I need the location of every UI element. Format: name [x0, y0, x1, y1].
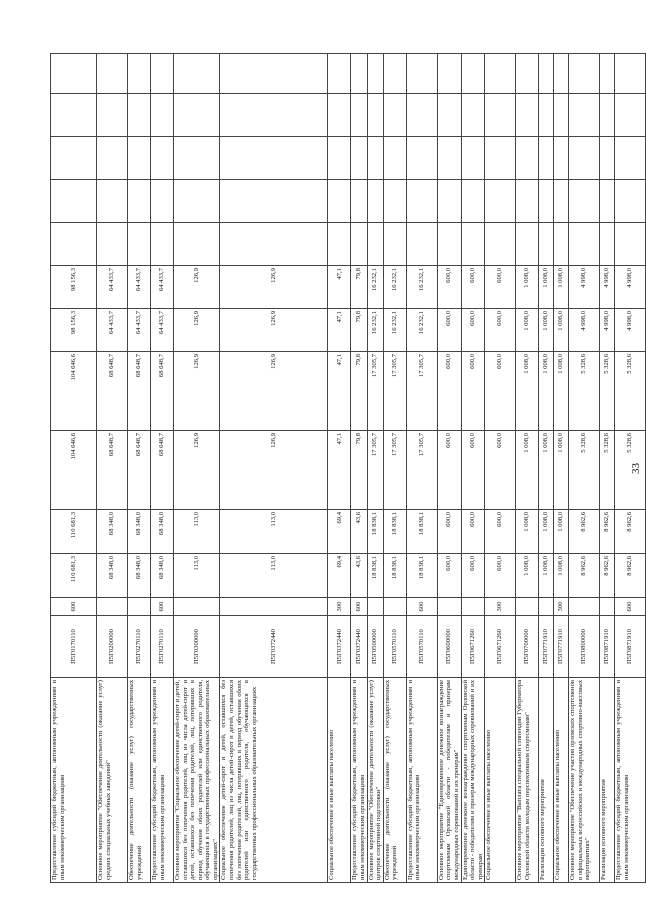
cell-empty [539, 223, 554, 266]
cell-name: Обеспечение деятельности (оказание услуг) государственных учреждений [383, 678, 406, 883]
table-row [367, 54, 383, 883]
cell-empty [516, 54, 539, 94]
cell-v1: 68 348,0 [97, 554, 128, 598]
cell-code: П5Г0600000 [437, 616, 461, 678]
cell-empty [328, 223, 351, 266]
cell-empty [128, 223, 151, 266]
cell-v3: 17 305,7 [406, 431, 437, 510]
cell-v6: 47,1 [328, 266, 351, 309]
cell-v6: 126,9 [174, 266, 220, 309]
cell-name: Реализация основного мероприятия [600, 678, 615, 883]
cell-empty [569, 94, 600, 137]
rotated-page-content [50, 54, 642, 883]
cell-empty [569, 54, 600, 94]
cell-v6: 64 433,7 [151, 266, 174, 309]
cell-v2: 1 008,0 [539, 510, 554, 554]
cell-name: Социальное обеспечение и иные выплаты населению [328, 678, 351, 883]
cell-v6: 1 008,0 [516, 266, 539, 309]
cell-v2: 8 962,6 [600, 510, 615, 554]
cell-v5: 4 998,0 [569, 309, 600, 352]
cell-v4: 5 328,6 [569, 352, 600, 431]
cell-vr [569, 598, 600, 616]
cell-name: Предоставление субсидий бюджетным, автономным учреждениям и иным некоммерческим организациям [151, 678, 174, 883]
cell-v1: 43,6 [351, 554, 367, 598]
cell-empty [406, 180, 437, 223]
cell-v4: 68 648,7 [97, 352, 128, 431]
cell-v5: 16 232,1 [383, 309, 406, 352]
cell-v5: 64 433,7 [128, 309, 151, 352]
cell-name: Социальное обеспечение детей-сирот и детей, оставшихся без попечения родителей, лиц из числа детей-сирот и детей, оставшихся без попечения родителей, лиц, потерявших в период обучения обоих родителей или единственного родителя, обучающихся в государственных профессиональных образовательных организациях [220, 678, 328, 883]
cell-v3: 600,0 [485, 431, 516, 510]
cell-empty [383, 180, 406, 223]
cell-v4: 1 008,0 [516, 352, 539, 431]
cell-empty [516, 223, 539, 266]
cell-v2: 18 838,1 [367, 510, 383, 554]
cell-code: П5Г0871910 [600, 616, 615, 678]
cell-v3: 5 328,6 [569, 431, 600, 510]
cell-name: Социальное обеспечение и иные выплаты населению [554, 678, 569, 883]
cell-empty [174, 180, 220, 223]
cell-v6: 126,9 [220, 266, 328, 309]
table-row [174, 54, 220, 883]
cell-empty [554, 180, 569, 223]
cell-v3: 1 008,0 [539, 431, 554, 510]
cell-code: П5Г0700000 [516, 616, 539, 678]
cell-v2: 68 348,0 [97, 510, 128, 554]
cell-code: П5Г0300000 [174, 616, 220, 678]
cell-name: Предоставление субсидий бюджетным, автономным учреждениям и иным некоммерческим организациям [351, 678, 367, 883]
cell-v3: 68 648,7 [151, 431, 174, 510]
cell-v2: 68 348,0 [128, 510, 151, 554]
table-row [51, 54, 97, 883]
cell-v5: 600,0 [437, 309, 461, 352]
cell-code: П5Г0372440 [351, 616, 367, 678]
cell-empty [569, 137, 600, 180]
cell-v5: 600,0 [485, 309, 516, 352]
cell-vr: 600 [151, 598, 174, 616]
table-row [554, 54, 569, 883]
cell-empty [367, 180, 383, 223]
cell-code: П5Г0570110 [406, 616, 437, 678]
cell-v2: 68 348,0 [151, 510, 174, 554]
cell-vr: 600 [615, 598, 646, 616]
cell-v2: 600,0 [485, 510, 516, 554]
cell-v4: 68 648,7 [151, 352, 174, 431]
cell-empty [220, 223, 328, 266]
cell-empty [220, 94, 328, 137]
cell-name: Реализация основного мероприятия [539, 678, 554, 883]
cell-code: П5Г0570110 [383, 616, 406, 678]
cell-vr [128, 598, 151, 616]
cell-v5: 1 008,0 [516, 309, 539, 352]
cell-empty [97, 180, 128, 223]
cell-v1: 1 008,0 [554, 554, 569, 598]
cell-empty [539, 94, 554, 137]
cell-v2: 43,6 [351, 510, 367, 554]
cell-empty [461, 137, 485, 180]
cell-v6: 1 008,0 [539, 266, 554, 309]
cell-v1: 113,0 [220, 554, 328, 598]
cell-vr [367, 598, 383, 616]
cell-v1: 8 962,6 [600, 554, 615, 598]
cell-empty [485, 94, 516, 137]
cell-vr [97, 598, 128, 616]
cell-v5: 98 156,3 [51, 309, 97, 352]
cell-empty [600, 223, 615, 266]
cell-empty [367, 137, 383, 180]
cell-v4: 5 328,6 [600, 352, 615, 431]
cell-empty [516, 180, 539, 223]
cell-empty [128, 94, 151, 137]
cell-v4: 600,0 [437, 352, 461, 431]
cell-v6: 4 998,0 [569, 266, 600, 309]
cell-empty [151, 223, 174, 266]
cell-empty [351, 94, 367, 137]
cell-v3: 47,1 [328, 431, 351, 510]
table-row [539, 54, 554, 883]
cell-code: П5Г0771910 [539, 616, 554, 678]
cell-name: Единовременное денежное вознаграждение спортсменам Орловской области - победителям и призерам международных соревнований и их тренерам [461, 678, 485, 883]
cell-v4: 126,9 [220, 352, 328, 431]
cell-name: Основное мероприятие "Единовременное денежное вознаграждение спортсменам Орловской области - победителям и призерам международных соревнований и их тренерам" [437, 678, 461, 883]
cell-v1: 18 838,1 [383, 554, 406, 598]
cell-v1: 8 962,6 [569, 554, 600, 598]
cell-vr [383, 598, 406, 616]
cell-name: Социальное обеспечение и иные выплаты населению [485, 678, 516, 883]
cell-empty [367, 94, 383, 137]
cell-v2: 1 008,0 [516, 510, 539, 554]
cell-empty [406, 137, 437, 180]
cell-empty [437, 137, 461, 180]
cell-empty [328, 180, 351, 223]
cell-empty [383, 223, 406, 266]
cell-empty [351, 180, 367, 223]
cell-vr: 600 [406, 598, 437, 616]
cell-v2: 69,4 [328, 510, 351, 554]
cell-v6: 16 232,1 [406, 266, 437, 309]
cell-v2: 600,0 [437, 510, 461, 554]
cell-empty [461, 54, 485, 94]
cell-name: Обеспечение деятельности (оказание услуг) государственных учреждений [128, 678, 151, 883]
cell-vr: 300 [328, 598, 351, 616]
cell-vr [600, 598, 615, 616]
cell-v3: 5 328,6 [600, 431, 615, 510]
cell-v6: 79,8 [351, 266, 367, 309]
table-row [97, 54, 128, 883]
cell-empty [437, 180, 461, 223]
cell-empty [437, 223, 461, 266]
table-row [151, 54, 174, 883]
cell-name: Предоставление субсидий бюджетным, автономным учреждениям и иным некоммерческим организациям [615, 678, 646, 883]
cell-v3: 104 646,6 [51, 431, 97, 510]
cell-v5: 4 998,0 [600, 309, 615, 352]
cell-vr [174, 598, 220, 616]
table-row [569, 54, 600, 883]
table-row [437, 54, 461, 883]
cell-v4: 5 328,6 [615, 352, 646, 431]
cell-code: П5Г0270110 [128, 616, 151, 678]
cell-code: П5Г0500000 [367, 616, 383, 678]
cell-v5: 4 998,0 [615, 309, 646, 352]
cell-empty [328, 137, 351, 180]
table-body [51, 54, 646, 883]
cell-empty [554, 94, 569, 137]
cell-empty [485, 54, 516, 94]
cell-v1: 1 008,0 [539, 554, 554, 598]
cell-v5: 1 008,0 [539, 309, 554, 352]
cell-v5: 64 433,7 [151, 309, 174, 352]
cell-empty [51, 54, 97, 94]
cell-empty [220, 54, 328, 94]
cell-empty [174, 137, 220, 180]
cell-vr [516, 598, 539, 616]
cell-v4: 600,0 [485, 352, 516, 431]
cell-v2: 600,0 [461, 510, 485, 554]
cell-v1: 600,0 [461, 554, 485, 598]
cell-empty [328, 54, 351, 94]
cell-empty [554, 223, 569, 266]
cell-empty [600, 54, 615, 94]
cell-empty [51, 180, 97, 223]
cell-v1: 113,0 [174, 554, 220, 598]
cell-v1: 110 681,3 [51, 554, 97, 598]
cell-empty [97, 223, 128, 266]
cell-empty [328, 94, 351, 137]
cell-empty [485, 137, 516, 180]
cell-v2: 110 681,3 [51, 510, 97, 554]
cell-empty [151, 137, 174, 180]
cell-v1: 8 962,6 [615, 554, 646, 598]
cell-v4: 17 305,7 [383, 352, 406, 431]
cell-name: Основное мероприятие "Обеспечение деятельности (оказание услуг) центров спортивной подготовки" [367, 678, 383, 883]
cell-v1: 18 838,1 [367, 554, 383, 598]
cell-v5: 64 433,7 [97, 309, 128, 352]
cell-v4: 79,8 [351, 352, 367, 431]
cell-v4: 1 008,0 [539, 352, 554, 431]
cell-v6: 600,0 [485, 266, 516, 309]
cell-empty [51, 94, 97, 137]
cell-v1: 18 838,1 [406, 554, 437, 598]
cell-vr [539, 598, 554, 616]
cell-empty [97, 137, 128, 180]
cell-v4: 47,1 [328, 352, 351, 431]
cell-empty [485, 223, 516, 266]
cell-empty [128, 180, 151, 223]
cell-v1: 1 008,0 [516, 554, 539, 598]
cell-v3: 5 328,6 [615, 431, 646, 510]
cell-v1: 600,0 [485, 554, 516, 598]
cell-empty [569, 180, 600, 223]
cell-empty [485, 180, 516, 223]
table-row [128, 54, 151, 883]
cell-v5: 47,1 [328, 309, 351, 352]
cell-v3: 1 008,0 [516, 431, 539, 510]
cell-code: П5Г0372440 [328, 616, 351, 678]
cell-empty [151, 180, 174, 223]
cell-v4: 1 008,0 [554, 352, 569, 431]
cell-v6: 16 232,1 [367, 266, 383, 309]
table-row [600, 54, 615, 883]
cell-empty [516, 137, 539, 180]
cell-v1: 600,0 [437, 554, 461, 598]
cell-empty [220, 180, 328, 223]
cell-v5: 126,9 [220, 309, 328, 352]
cell-v2: 113,0 [174, 510, 220, 554]
cell-vr [461, 598, 485, 616]
cell-code: П5Г0270110 [151, 616, 174, 678]
cell-v5: 1 008,0 [554, 309, 569, 352]
cell-v6: 64 433,7 [97, 266, 128, 309]
cell-v5: 600,0 [461, 309, 485, 352]
cell-empty [383, 54, 406, 94]
cell-empty [437, 94, 461, 137]
table-row [220, 54, 328, 883]
cell-empty [97, 94, 128, 137]
cell-name: Предоставление субсидий бюджетным, автономным учреждениям и иным некоммерческим организациям [51, 678, 97, 883]
cell-empty [220, 137, 328, 180]
cell-vr: 300 [485, 598, 516, 616]
cell-empty [51, 137, 97, 180]
cell-empty [174, 223, 220, 266]
cell-empty [351, 54, 367, 94]
cell-empty [406, 223, 437, 266]
table-row [406, 54, 437, 883]
cell-v1: 69,4 [328, 554, 351, 598]
cell-name: Основное мероприятие "Социальное обеспечение детей-сирот и детей, оставшихся без попечения родителей, лиц из числа детей-сирот и детей, оставшихся без попечения родителей, лиц, потерявших в период обучения обоих родителей или единственного родителя, обучающихся в государственных профессиональных образовательных организациях" [174, 678, 220, 883]
cell-empty [367, 54, 383, 94]
cell-v6: 600,0 [461, 266, 485, 309]
cell-vr [220, 598, 328, 616]
cell-empty [383, 137, 406, 180]
cell-v3: 1 008,0 [554, 431, 569, 510]
cell-v3: 17 305,7 [383, 431, 406, 510]
cell-vr: 600 [351, 598, 367, 616]
table-row [383, 54, 406, 883]
cell-vr: 600 [51, 598, 97, 616]
cell-empty [383, 94, 406, 137]
cell-empty [461, 223, 485, 266]
cell-name: Основное мероприятие "Обеспечение деятельности (оказание услуг) средних специальных учебных заведений" [97, 678, 128, 883]
cell-empty [539, 54, 554, 94]
cell-code: П5Г0200000 [97, 616, 128, 678]
cell-v3: 17 305,7 [367, 431, 383, 510]
cell-code: П5Г0800000 [569, 616, 600, 678]
cell-v4: 104 646,6 [51, 352, 97, 431]
cell-empty [128, 137, 151, 180]
cell-v6: 16 232,1 [383, 266, 406, 309]
cell-empty [516, 94, 539, 137]
cell-v3: 68 648,7 [128, 431, 151, 510]
cell-empty [406, 54, 437, 94]
cell-empty [151, 94, 174, 137]
cell-vr [437, 598, 461, 616]
cell-v2: 1 008,0 [554, 510, 569, 554]
cell-v1: 68 348,0 [128, 554, 151, 598]
cell-empty [600, 94, 615, 137]
cell-empty [367, 223, 383, 266]
cell-v3: 600,0 [437, 431, 461, 510]
cell-name: Предоставление субсидий бюджетным, автономным учреждениям и иным некоммерческим организациям [406, 678, 437, 883]
cell-v3: 600,0 [461, 431, 485, 510]
cell-empty [437, 54, 461, 94]
cell-empty [151, 54, 174, 94]
table-row [328, 54, 351, 883]
cell-v4: 600,0 [461, 352, 485, 431]
cell-v2: 8 962,6 [615, 510, 646, 554]
cell-v6: 600,0 [437, 266, 461, 309]
cell-vr: 300 [554, 598, 569, 616]
cell-v3: 126,9 [220, 431, 328, 510]
cell-empty [539, 137, 554, 180]
cell-v5: 79,8 [351, 309, 367, 352]
cell-code: П5Г0671260 [485, 616, 516, 678]
cell-empty [351, 137, 367, 180]
cell-v5: 16 232,1 [406, 309, 437, 352]
cell-v6: 98 156,3 [51, 266, 97, 309]
cell-empty [461, 180, 485, 223]
cell-name: Основное мероприятие "Обеспечение участия орловских спортсменов в официальных всероссийских и международных спортивно-массовых мероприятиях" [569, 678, 600, 883]
cell-empty [406, 94, 437, 137]
cell-v3: 126,9 [174, 431, 220, 510]
cell-empty [128, 54, 151, 94]
table-row [461, 54, 485, 883]
cell-v4: 68 648,7 [128, 352, 151, 431]
cell-empty [554, 54, 569, 94]
cell-v6: 4 998,0 [600, 266, 615, 309]
cell-empty [600, 137, 615, 180]
cell-empty [461, 94, 485, 137]
cell-v5: 16 232,1 [367, 309, 383, 352]
cell-v2: 18 838,1 [383, 510, 406, 554]
cell-v1: 68 348,0 [151, 554, 174, 598]
cell-code: П5Г0871910 [615, 616, 646, 678]
table-row [351, 54, 367, 883]
cell-v4: 126,9 [174, 352, 220, 431]
budget-table [50, 53, 646, 883]
cell-code: П5Г0671260 [461, 616, 485, 678]
cell-empty [351, 223, 367, 266]
cell-empty [51, 223, 97, 266]
cell-empty [554, 137, 569, 180]
cell-empty [600, 180, 615, 223]
cell-empty [174, 54, 220, 94]
cell-v4: 17 305,7 [406, 352, 437, 431]
cell-code: П5Г0170110 [51, 616, 97, 678]
cell-code: П5Г0372440 [220, 616, 328, 678]
cell-v3: 68 648,7 [97, 431, 128, 510]
table-row [485, 54, 516, 883]
cell-v6: 64 433,7 [128, 266, 151, 309]
cell-name: Основное мероприятие "Выплата специальной стипендии Губернатора Орловской области молодым перспективным спортсменам" [516, 678, 539, 883]
cell-empty [569, 223, 600, 266]
cell-v2: 18 838,1 [406, 510, 437, 554]
cell-v2: 8 962,6 [569, 510, 600, 554]
cell-v6: 1 008,0 [554, 266, 569, 309]
cell-v5: 126,9 [174, 309, 220, 352]
cell-v2: 113,0 [220, 510, 328, 554]
cell-empty [97, 54, 128, 94]
cell-empty [174, 94, 220, 137]
cell-empty [539, 180, 554, 223]
cell-v3: 79,8 [351, 431, 367, 510]
cell-v4: 17 305,7 [367, 352, 383, 431]
cell-code: П5Г0771910 [554, 616, 569, 678]
table-row [516, 54, 539, 883]
page-number: 33 [630, 463, 642, 474]
cell-v6: 4 998,0 [615, 266, 646, 309]
